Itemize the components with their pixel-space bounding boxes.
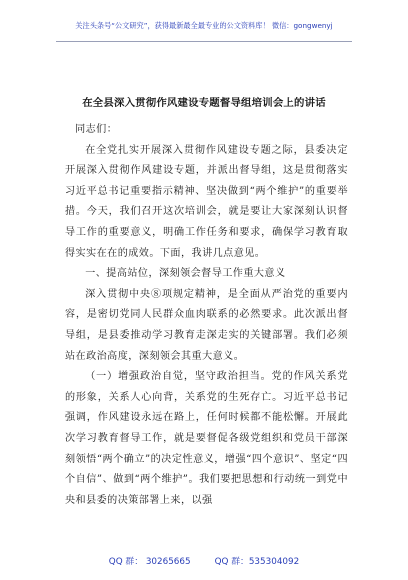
header-divider <box>56 41 352 42</box>
footer-qq-group-2: QQ 群：535304092 <box>214 557 300 567</box>
footer-contact <box>0 554 408 567</box>
paragraph-political-awareness: （一）增强政治自觉，坚守政治担当。党的作风关系党的形象，关系人心向背，关系党的生死存亡。习近平总书记强调，作风建设永远在路上，任何时候都不能松懈。开展此次学习教育督导工作，就是要督促各级党组织和党员干部深刻领悟“两个确立”的决定性意义，增强“四个意识”、坚定“四个自信”、做到“两个维护”。我们要把思想和行动统一到党中央和县委的决策部署上来，以强 <box>65 371 348 506</box>
footer-qq-group-1: QQ 群： 30265665 <box>108 557 191 567</box>
header-banner: 关注头条号“公文研究”，获得最新最全最专业的公文资料库！ 微信：gongwenyj <box>75 21 333 30</box>
section-heading-1: 一、提高站位，深刻领会督导工作重大意义 <box>85 268 286 280</box>
paragraph-significance: 深入贯彻中央⑧项规定精神，是全面从严治党的重要内容，是密切党同人民群众血肉联系的必然要求。此次派出督导组，是县委推动学习教育走深走实的关键部署。我们必须站在政治高度，深刻领会其重大意义。 <box>65 288 348 362</box>
salutation: 同志们： <box>75 124 118 135</box>
paragraph-intro: 在全党扎实开展深入贯彻作风建设专题之际，县委决定开展深入贯彻作风建设专题，并派出督导组，这是贯彻落实习近平总书记重要指示精神、坚决做到“两个维护”的重要举措。今天，我们召开这次培训会，就是要让大家深刻认识督导工作的重要意义，明确工作任务和要求，确保学习教育取得实实在在的成效。下面，我讲几点意见。 <box>65 144 348 259</box>
document-body <box>65 117 348 511</box>
document-title: 在全县深入贯彻作风建设专题督导组培训会上的讲话 <box>82 97 326 109</box>
